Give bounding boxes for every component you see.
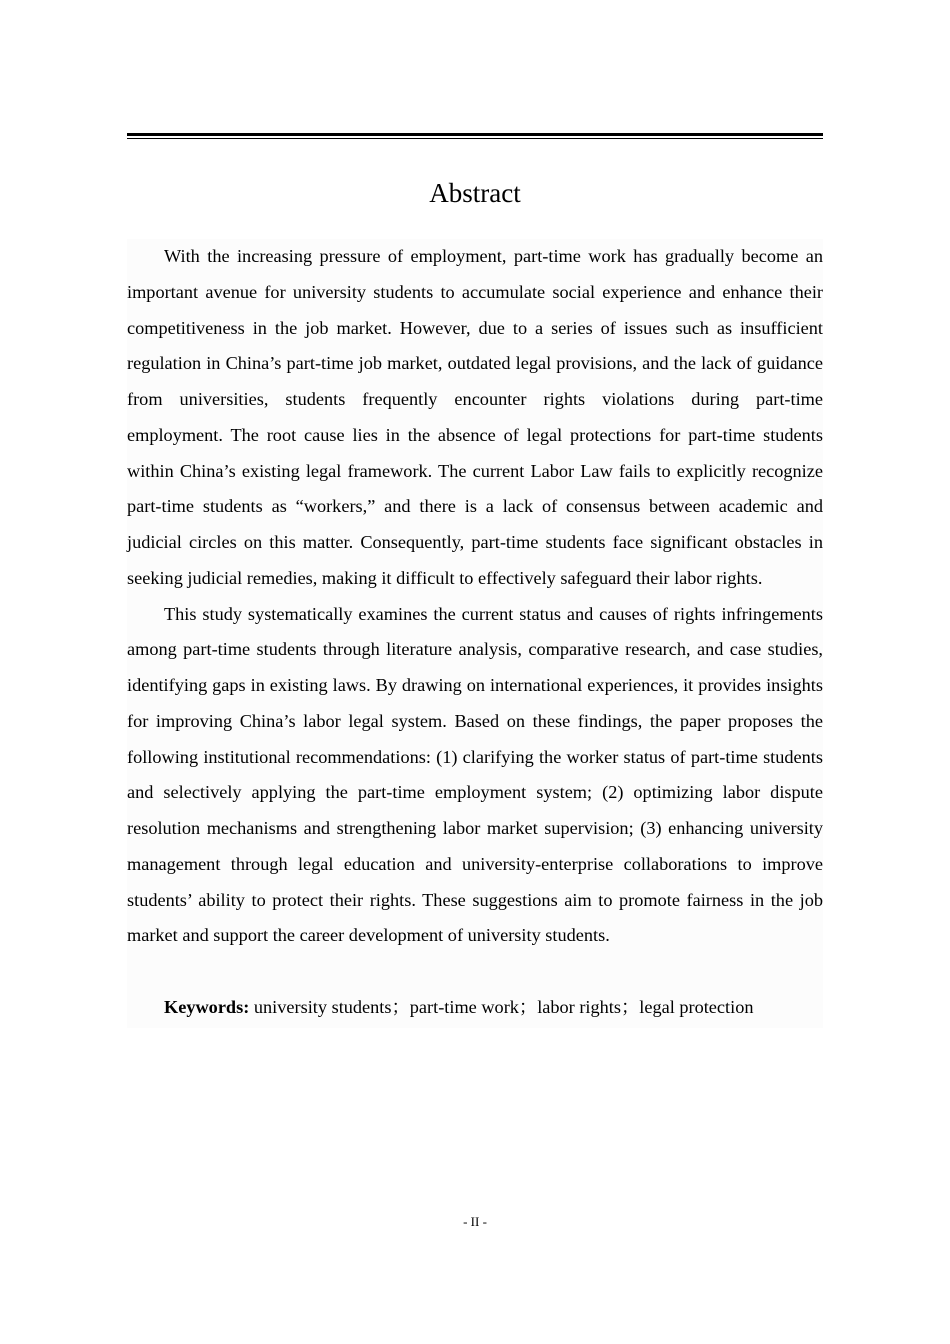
abstract-paragraph-1: With the increasing pressure of employment, part-time work has gradually become an important avenue for university students to accumulate social experience and enhance their competitiveness in the job market. However, due to a series of issues such as insufficient regulation in China’s part-time job market, outdated legal provisions, and the lack of guidance from universities, students frequently encounter rights violations during part-time employment. The root cause lies in the absence of legal protections for part-time students within China’s existing legal framework. The current Labor Law fails to explicitly recognize part-time students as “workers,” and there is a lack of consensus between academic and judicial circles on this matter. Consequently, part-time students face significant obstacles in seeking judicial remedies, making it difficult to effectively safeguard their labor rights.	[127, 246, 823, 588]
page-number: - II -	[463, 1214, 487, 1229]
header-double-rule	[127, 133, 823, 139]
keywords-list: university students；part-time work；labor rights；legal protection	[253, 997, 754, 1017]
page-title: Abstract	[429, 178, 521, 208]
keywords-label: Keywords:	[164, 997, 250, 1017]
paragraph-spacer	[127, 954, 823, 990]
keywords-line	[127, 990, 823, 1026]
abstract-paragraph-2: This study systematically examines the current status and causes of rights infringements among part-time students through literature analysis, comparative research, and case studies, identifying gaps in existing laws. By drawing on international experiences, it provides insights for improving China’s labor legal system. Based on these findings, the paper proposes the following institutional recommendations: (1) clarifying the worker status of part-time students and selectively applying the part-time employment system; (2) optimizing labor dispute resolution mechanisms and strengthening labor market supervision; (3) enhancing university management through legal education and university-enterprise collaborations to improve students’ ability to protect their rights. These suggestions aim to promote fairness in the job market and support the career development of university students.	[127, 603, 823, 946]
header-rule-thick-line	[127, 133, 823, 136]
abstract-body	[127, 239, 823, 1028]
header-rule-thin-line	[127, 138, 823, 139]
